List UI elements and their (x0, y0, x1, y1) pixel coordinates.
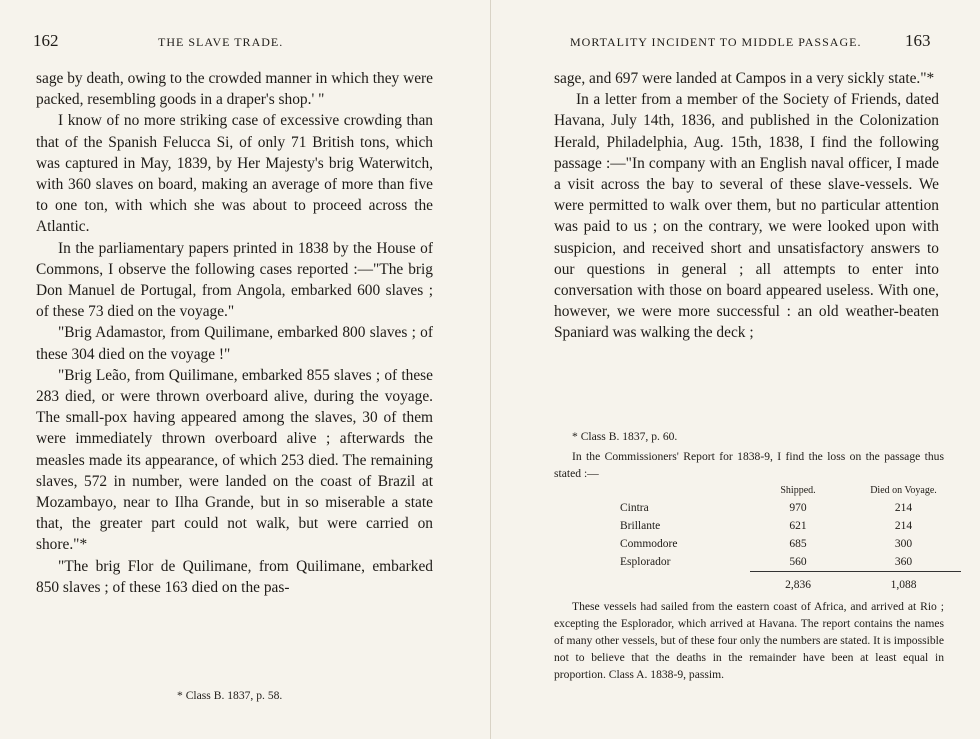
paragraph: In the parliamentary papers printed in 1838 by the House of Commons, I observe the following cases reported :—"The brig Don Manuel de Portugal, from Angola, embarked 600 slaves ; of these 73 died on the voyage." (36, 239, 433, 321)
died-value: 300 (894, 538, 913, 550)
total-shipped-value: 2,836 (785, 579, 811, 591)
shipped-value: 621 (789, 520, 807, 532)
table-row (620, 535, 961, 553)
footnote-2-intro: In the Commissioners' Report for 1838-9, I find the loss on the passage thus stated :— (554, 450, 944, 480)
ship-name: Cintra (620, 502, 649, 514)
ship-name: Esplorador (620, 556, 671, 569)
running-head: MORTALITY INCIDENT TO MIDDLE PASSAGE. (570, 35, 862, 49)
right-footnote-after-table (554, 598, 944, 683)
table-row (620, 553, 961, 572)
shipped-value: 970 (789, 502, 807, 514)
paragraph: "Brig Leão, from Quilimane, embarked 855 slaves ; of these 283 died, or were thrown overboard alive, during the voyage. The small-pox having appeared among the slaves, 30 of them were immediately thrown overboard alive ; afterwards the measles made its appearance, of which 253 died. The remaining slaves, 572 in number, were landed on the coast of Brazil at Mozambayo, near to Ilha Grande, but in so miserable a state that, the greater part could not walk, but were carried on shore."* (36, 366, 433, 554)
right-footnotes (554, 428, 944, 482)
left-page-header (0, 31, 490, 54)
shipped-value: 560 (789, 556, 807, 568)
col-header-died: Died on Voyage. (870, 484, 937, 496)
total-died-value: 1,088 (890, 579, 917, 591)
ship-name: Brillante (620, 520, 661, 532)
col-header-shipped: Shipped. (780, 484, 816, 496)
footnote-1: * Class B. 1837, p. 60. (572, 430, 678, 443)
ship-name: Commodore (620, 538, 678, 550)
right-page (490, 0, 980, 739)
died-value: 214 (894, 502, 913, 514)
page-number: 163 (905, 31, 931, 50)
died-value: 360 (894, 556, 913, 568)
total-died (846, 572, 961, 595)
left-body-text (36, 68, 433, 598)
paragraph: "The brig Flor de Quilimane, from Quilimane, embarked 850 slaves ; of these 163 died on the pas- (36, 557, 433, 596)
paragraph: sage, and 697 were landed at Campos in a very sickly state."* (554, 70, 935, 87)
paragraph: In a letter from a member of the Society of Friends, dated Havana, July 14th, 1836, and published in the Colonization Herald, Philadelphia, Aug. 15th, 1838, I find the following passage :—"In company with an English naval officer, I made a visit across the bay to several of these slave-vessels. We were permitted to walk over them, but no particular attention was paid to us ; on the contrary, we were looked upon with suspicion, and received short and unsatisfactory answers to our questions in general ; all attempts to enter into conversation with those on board appeared useless. With one, however, we were more successful : an old weather-beaten Spaniard was walking the deck ; (554, 91, 939, 342)
right-body-text (554, 68, 939, 344)
table-row (620, 517, 961, 535)
table-row (620, 499, 961, 517)
right-page-header (490, 31, 980, 54)
table-total-row (620, 572, 961, 595)
total-shipped (750, 572, 846, 595)
left-footnote: * Class B. 1837, p. 58. (177, 689, 283, 702)
died-value: 214 (894, 520, 913, 532)
running-head: THE SLAVE TRADE. (158, 35, 284, 49)
paragraph: "Brig Adamastor, from Quilimane, embarked 800 slaves ; of these 304 died on the voyage !" (36, 324, 433, 363)
ships-table (620, 481, 961, 594)
paragraph: sage by death, owing to the crowded manner in which they were packed, resembling goods in a draper's shop.' " (36, 70, 433, 109)
page-number: 162 (33, 31, 59, 50)
paragraph: I know of no more striking case of excessive crowding than that of the Spanish Felucca Si, of only 71 British tons, which was captured in May, 1839, by Her Majesty's brig Waterwitch, with 360 slaves on board, making an average of more than five to one ton, with which she was about to proceed across the Atlantic. (36, 112, 433, 236)
footnote-2-after: These vessels had sailed from the eastern coast of Africa, and arrived at Rio ; excepting the Esplorador, which arrived at Havana. The report contains the names of many other vessels, but of these four only the numbers are stated. It is impossible not to believe that the deaths in the remainder have been at least equal in proportion. Class A. 1838-9, passim. (554, 600, 944, 681)
shipped-value: 685 (789, 538, 807, 550)
table-header-row (620, 481, 961, 499)
